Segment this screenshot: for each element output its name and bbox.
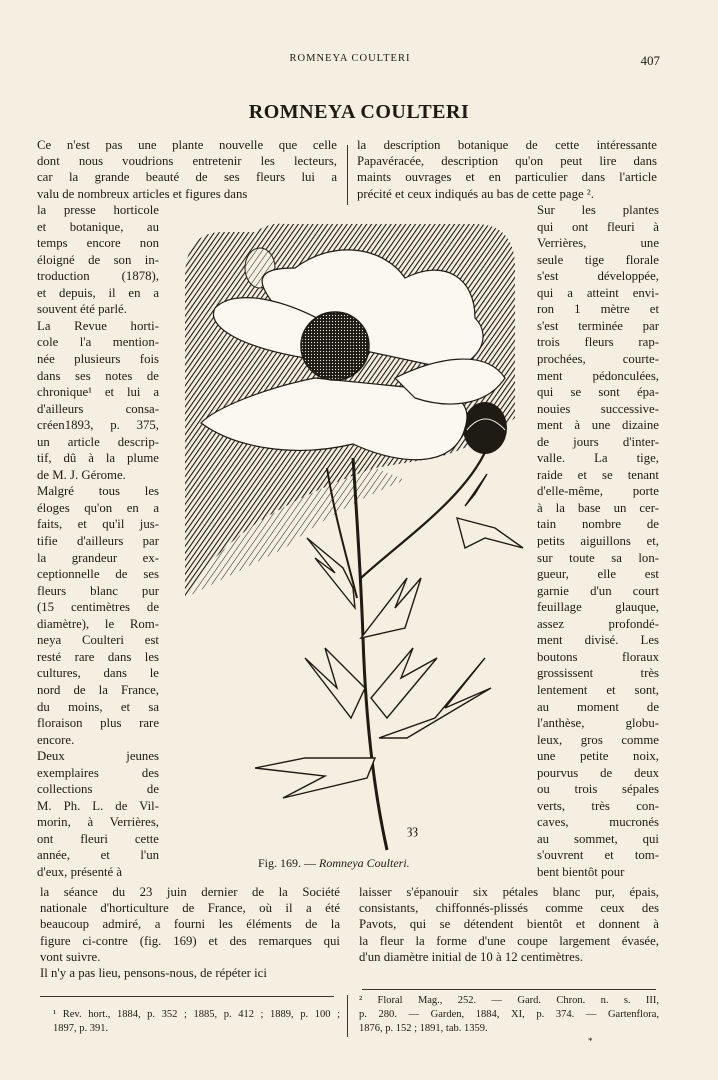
right-column-line: ment pédonculées, [537,368,659,383]
running-title: ROMNEYA COULTERI [289,53,411,64]
right-column-line: bent bientôt pour [537,865,625,879]
right-column-line: assez profondé- [537,616,659,631]
intro-left-line: dont nous voudrions entretenir les lecteurs, [37,154,337,169]
left-column-line: temps encore non [37,236,159,251]
left-column-line: éloges qu'on en a [37,500,159,515]
right-column-line: Sur les plantes [537,203,659,217]
bottom-left-line: beaucoup admiré, a fourni les éléments de la [40,917,340,932]
intro-right-line: Papavéracée, description qu'on peut lire dans [357,154,657,169]
right-column-line: prochées, courte- [537,351,659,366]
left-column-line: ont fleuri cette [37,831,159,846]
article-title: ROMNEYA COULTERI [248,101,470,123]
bottom-left-line: Il n'y a pas lieu, pensons-nous, de répéter ici [40,966,267,980]
bottom-right-line: la fleur la forme d'une coupe largement évasée, [359,933,659,948]
left-column-line: d'eux, présenté à [37,865,123,879]
left-column-line: diamètre), le Rom- [37,616,159,631]
caption-prefix: Fig. 169. — [258,856,320,870]
footnote-right-line: 1876, p. 152 ; 1891, tab. 1359. [359,1023,488,1034]
left-column-line: morin, à Verrières, [37,815,159,830]
right-column-line: qui ont fleuri à [537,219,659,234]
right-column-line: gueur, elle est [537,567,659,582]
left-column-line: neya Coulteri est [37,633,159,648]
left-column-line: troduction (1878), [37,269,159,284]
right-column-line: s'est développée, [537,269,659,284]
bottom-right-line: Pavots, qui se détendent bientôt et donnent à [359,917,659,932]
left-column-line: la grandeur ex- [37,550,159,565]
page-number: 407 [640,53,660,68]
footnote-left-line: ¹ Rev. hort., 1884, p. 352 ; 1885, p. 412 ; 1889, p. 100 ; [53,1009,340,1020]
right-column-line: caves, mucronés [537,815,659,830]
left-column-line: de M. J. Gérome. [37,467,126,482]
left-column-line: née plusieurs fois [37,351,159,366]
left-column-line: floraison plus rare [37,716,159,731]
right-column-line: ron 1 mètre et [537,302,659,317]
intro-right-line: la description botanique de cette intéressante [357,138,657,152]
right-column-line: s'est terminée par [537,318,659,333]
artist-signature: ȝȝ [407,823,419,838]
left-column-line: chronique¹ et lui a [37,385,159,400]
right-column-line: pourvus de deux [537,765,659,780]
left-column-line: (15 centimètres de [37,600,159,615]
left-column-line: un article descrip- [37,434,159,449]
right-column-line: sur toute sa lon- [537,550,659,565]
right-column-line: trois fleurs rap- [537,335,659,350]
left-column-line: cole l'a mention- [37,335,159,350]
right-column-line: qui se sont épa- [537,385,659,400]
right-column-line: raide et se tenant [537,467,659,482]
right-column-line: une petite noix, [537,749,659,764]
left-column-line: M. Ph. L. de Vil- [37,798,159,813]
footnote-right-line: p. 280. — Garden, 1884, XI, p. 374. — Gartenflora, [359,1009,659,1020]
left-column-line: créen1893, p. 375, [37,418,159,433]
right-column-line: à la base un cer- [537,500,659,515]
bottom-left-line: vont suivre. [40,949,101,964]
right-column-line: d'elle-même, porte [537,484,659,499]
intro-left-line: car la grande beauté de ses fleurs lui a [37,170,337,185]
left-column-line: ceptionnelle de ses [37,567,159,582]
right-column-line: garnie d'un court [537,583,659,598]
right-column-line: au sommet, qui [537,831,659,846]
right-column-line: ment à une dizaine [537,418,659,433]
left-column-line: éloigné de son in- [37,252,159,267]
right-column-line: s'ouvrent et tom- [537,848,659,863]
right-column-line: ou trois sépales [537,782,659,797]
right-column-line: nouies successive- [537,401,659,416]
left-column-line: souvent été parlé. [37,302,127,317]
left-column-line: Malgré tous les [37,484,159,499]
right-column-line: Verrières, une [537,236,659,251]
right-column-line: verts, très con- [537,798,659,813]
left-column-line: collections de [37,782,159,797]
left-column-line: La Revue horti- [37,318,159,333]
left-column-line: année, et l'un [37,848,159,863]
footer-mark: * [588,1036,593,1046]
intro-right-line: précité et ceux indiqués au bas de cette page ². [357,186,594,201]
footnote-right-line: ² Floral Mag., 252. — Gard. Chron. n. s. III, [359,995,659,1006]
right-column-line: tain nombre de [537,517,659,532]
right-column-line: boutons floraux [537,649,659,664]
right-column-line: au moment de [537,699,659,714]
intro-left-line: Ce n'est pas une plante nouvelle que celle [37,138,337,152]
left-column-line: Deux jeunes [37,749,159,764]
left-column-line: et depuis, il en a [37,285,159,300]
bottom-left-line: figure ci-contre (fig. 169) et des remarques qui [40,933,340,948]
left-column-line: tif, dû à la plume [37,451,159,466]
right-column-line: lentement et sont, [537,682,659,697]
left-column-line: tifie d'ailleurs par [37,534,159,548]
left-column-line: la presse horticole [37,203,159,217]
footnote-left-line: 1897, p. 391. [53,1023,109,1034]
bottom-left-line: nationale d'horticulture de France, où il a été [40,901,340,916]
right-column-line: petits aiguillons et, [537,534,659,548]
right-column-line: qui a atteint envi- [537,285,659,300]
bottom-right-line: laisser s'épanouir six pétales blanc pur, épais, [359,885,659,899]
right-column-line: de jours d'inter- [537,434,659,449]
bottom-right-line: consistants, chiffonnés-plissés comme ceux des [359,901,659,916]
right-column-line: grossissent très [537,666,659,681]
right-column-line: ment divisé. Les [537,633,659,648]
right-column-line: valle. La tige, [537,451,659,466]
right-column-line: l'anthèse, globu- [537,716,659,731]
left-column-line: d'ailleurs consa- [37,401,159,416]
bottom-right-line: d'un diamètre initial de 10 à 12 centimètres. [359,949,584,964]
left-column-line: nord de la France, [37,682,159,697]
caption-species-name: Romneya Coulteri. [319,856,410,870]
left-column-line: exemplaires des [37,765,159,780]
right-column-line: leux, gros comme [537,732,659,747]
left-column-line: et botanique, au [37,219,159,234]
bottom-left-line: la séance du 23 juin dernier de la Société [40,885,340,899]
intro-right-line: maints ouvrages et en particulier dans l'article [357,170,657,185]
intro-left-line: valu de nombreux articles et figures dans [37,186,248,201]
left-column-line: encore. [37,732,75,747]
left-column-line: resté rare dans les [37,649,159,664]
right-column-line: feuillage glauque, [537,600,659,615]
left-column-line: fleurs blanc pur [37,583,159,598]
left-column-line: faits, et qu'il jus- [37,517,159,532]
left-column-line: du moins, et sa [37,699,159,714]
left-column-line: cultures, dans le [37,666,159,681]
right-column-line: seule tige florale [537,252,659,267]
left-column-line: dans ses notes de [37,368,159,383]
